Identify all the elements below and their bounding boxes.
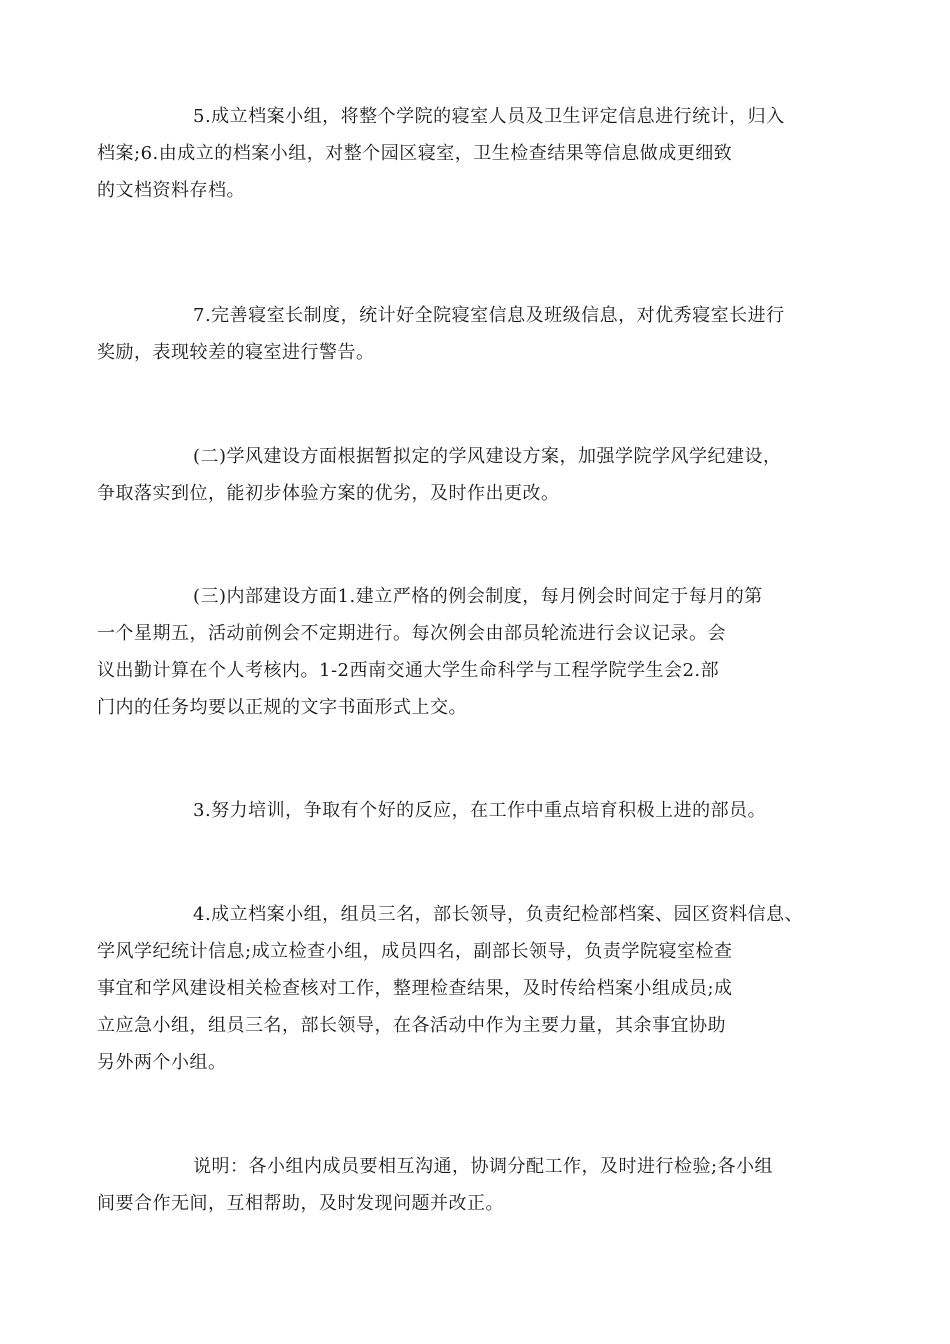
paragraph-line: 7.完善寝室长制度，统计好全院寝室信息及班级信息，对优秀寝室长进行	[193, 305, 785, 326]
paragraph-dorm-archive-group	[97, 98, 825, 209]
paragraph-dorm-leader-system	[97, 297, 825, 371]
paragraph-line: 一个星期五，活动前例会不定期进行。每次例会由部员轮流进行会议记录。会	[97, 623, 726, 644]
paragraph-line: (三)内部建设方面1.建立严格的例会制度，每月例会时间定于每月的第	[193, 586, 763, 607]
paragraph-line: 间要合作无间，互相帮助，及时发现问题并改正。	[97, 1193, 504, 1214]
paragraph-training	[145, 792, 825, 829]
paragraph-line: 奖励，表现较差的寝室进行警告。	[97, 342, 375, 363]
paragraph-internal-construction	[97, 578, 825, 726]
paragraph-line: 门内的任务均要以正规的文字书面形式上交。	[97, 697, 467, 718]
paragraph-line: 争取落实到位，能初步体验方案的优劣，及时作出更改。	[97, 483, 560, 504]
paragraph-line: 学风学纪统计信息;成立检查小组，成员四名，副部长领导，负责学院寝室检查	[97, 941, 733, 962]
paragraph-line: 档案;6.由成立的档案小组，对整个园区寝室，卫生检查结果等信息做成更细致	[97, 143, 733, 164]
paragraph-line: (二)学风建设方面根据暂拟定的学风建设方案，加强学院学风学纪建设，	[193, 446, 782, 467]
paragraph-line: 的文档资料存档。	[97, 180, 245, 201]
paragraph-line: 3.努力培训，争取有个好的反应，在工作中重点培育积极上进的部员。	[193, 800, 767, 821]
paragraph-line: 事宜和学风建设相关检查核对工作，整理检查结果，及时传给档案小组成员;成	[97, 978, 733, 999]
paragraph-groups	[97, 896, 825, 1081]
paragraph-line: 4.成立档案小组，组员三名，部长领导，负责纪检部档案、园区资料信息、	[193, 904, 804, 925]
paragraph-line: 议出勤计算在个人考核内。1-2西南交通大学生命科学与工程学院学生会2.部	[97, 660, 720, 681]
paragraph-line: 另外两个小组。	[97, 1052, 227, 1073]
paragraph-line: 5.成立档案小组，将整个学院的寝室人员及卫生评定信息进行统计，归入	[193, 106, 785, 127]
paragraph-study-style	[97, 438, 825, 512]
paragraph-note	[97, 1148, 825, 1222]
paragraph-line: 说明：各小组内成员要相互沟通，协调分配工作，及时进行检验;各小组	[193, 1156, 774, 1177]
paragraph-line: 立应急小组，组员三名，部长领导，在各活动中作为主要力量，其余事宜协助	[97, 1015, 726, 1036]
